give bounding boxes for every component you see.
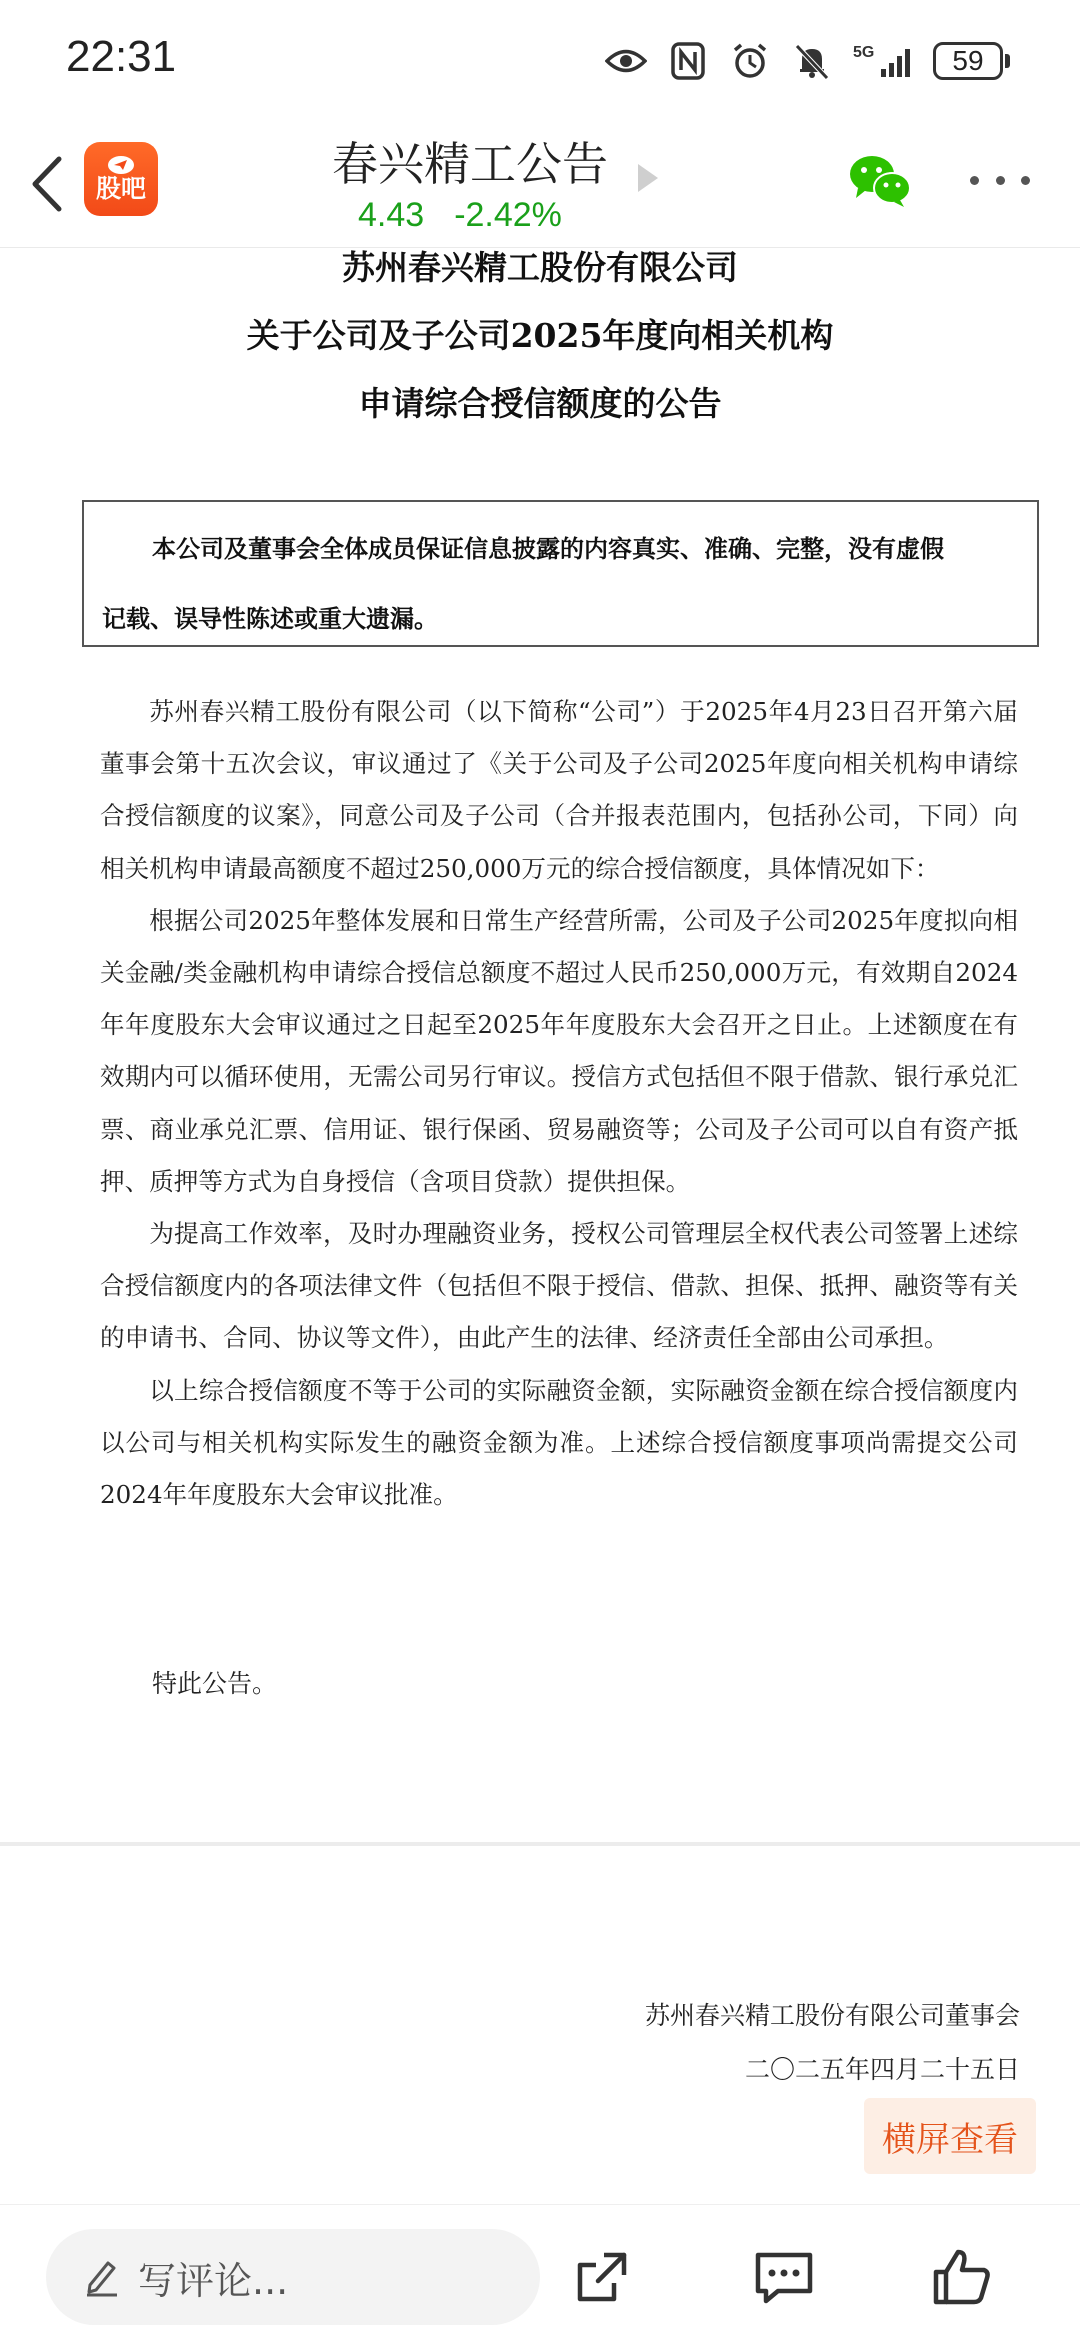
dot — [1021, 176, 1030, 185]
wechat-icon — [848, 152, 912, 208]
stock-price: 4.43 — [358, 196, 425, 234]
stock-title: 春兴精工公告 — [332, 137, 608, 191]
comments-button[interactable] — [752, 2245, 816, 2309]
doc-title-line-3: 申请综合授信额度的公告 — [358, 384, 722, 423]
battery-indicator — [933, 42, 1010, 80]
eye-icon — [605, 40, 647, 82]
header — [0, 120, 1080, 248]
more-button[interactable] — [970, 168, 1030, 192]
status-icons — [605, 38, 1010, 84]
svg-text:5G: 5G — [853, 44, 875, 61]
landscape-view-button[interactable]: 横屏查看 — [864, 2098, 1036, 2174]
paragraph: 以上综合授信额度不等于公司的实际融资金额，实际融资金额在综合授信额度内以公司与相关机构实际发生的融资金额为准。上述综合授信额度事项尚需提交公司2024年年度股东大会审议批准。 — [100, 1375, 1018, 1510]
nfc-icon — [667, 40, 709, 82]
signature-org: 苏州春兴精工股份有限公司董事会 — [644, 2001, 1020, 2030]
dot — [996, 176, 1005, 185]
play-arrow-icon[interactable] — [638, 164, 658, 192]
notice-line-2: 记载、误导性陈述或重大遗漏。 — [102, 604, 438, 633]
share-button[interactable] — [570, 2245, 634, 2309]
closing-text: 特此公告。 — [152, 1669, 278, 1698]
thumbs-up-icon — [932, 2248, 992, 2306]
paragraph: 根据公司2025年整体发展和日常生产经营所需，公司及子公司2025年度拟向相关金融/类金融机构申请综合授信总额度不超过人民币250,000万元，有效期自2024年年度股东大会审议通过之日起至2025年年度股东大会召开之日止。上述额度在有效期内可以循环使用，无需公司另行审议。授信方式包括但不限于借款、银行承兑汇票、商业承兑汇票、信用证、银行保函、贸易融资等；公司及子公司可以自有资产抵押、质押等方式为自身授信（含项目贷款）提供担保。 — [100, 905, 1018, 1196]
stock-quote — [358, 196, 562, 235]
bottom-bar — [0, 2204, 1080, 2340]
signal-5g-icon — [853, 40, 913, 82]
notice-line-1: 本公司及董事会全体成员保证信息披露的内容真实、准确、完整，没有虚假 — [152, 534, 944, 563]
pencil-icon — [84, 2257, 120, 2297]
status-bar — [0, 0, 1080, 120]
paragraph: 为提高工作效率，及时办理融资业务，授权公司管理层全权代表公司签署上述综合授信额度内的各项法律文件（包括但不限于授信、借款、担保、抵押、融资等有关的申请书、合同、协议等文件），由此产生的法律、经济责任全部由公司承担。 — [100, 1219, 1018, 1353]
disclosure-notice-box — [82, 500, 1039, 647]
dot — [970, 176, 979, 185]
share-icon — [574, 2249, 630, 2305]
comment-placeholder: 写评论... — [138, 2258, 289, 2303]
like-button[interactable] — [930, 2245, 994, 2309]
stock-change: -2.42% — [454, 196, 562, 234]
logo-text: 股吧 — [95, 174, 146, 203]
battery-level: 59 — [933, 42, 1003, 80]
paragraph: 苏州春兴精工股份有限公司（以下简称“公司”）于2025年4月23日召开第六届董事会第十五次会议，审议通过了《关于公司及子公司2025年度向相关机构申请综合授信额度的议案》，同意公司及子公司（合并报表范围内，包括孙公司，下同）向相关机构申请最高额度不超过250,000万元的综合授信额度，具体情况如下： — [100, 697, 1018, 883]
section-divider — [0, 1842, 1080, 1846]
mute-bell-icon — [791, 40, 833, 82]
signature-date: 二〇二五年四月二十五日 — [744, 2055, 1020, 2084]
announcement-body — [100, 686, 1018, 1521]
doc-title-line-2: 关于公司及子公司2025年度向相关机构 — [246, 316, 834, 355]
doc-title-line-1: 苏州春兴精工股份有限公司 — [342, 248, 738, 287]
comment-bubble-icon — [754, 2249, 814, 2305]
status-time: 22:31 — [66, 32, 177, 81]
comment-input[interactable] — [46, 2229, 540, 2325]
wechat-share-button[interactable] — [848, 152, 912, 208]
alarm-icon — [729, 40, 771, 82]
